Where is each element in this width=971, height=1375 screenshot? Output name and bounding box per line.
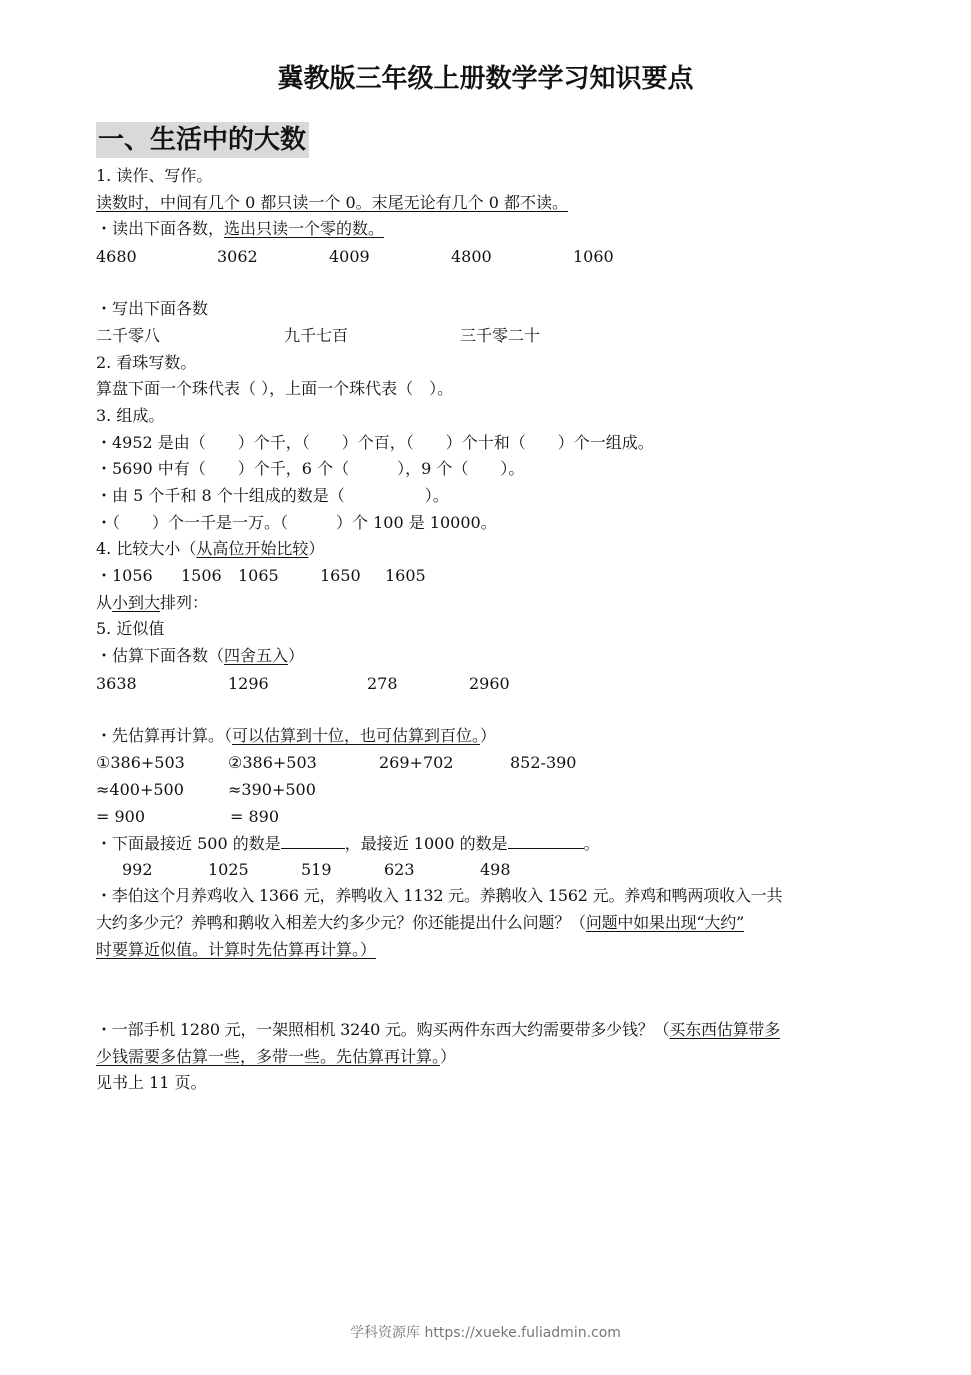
section-heading: 一、生活中的大数	[96, 122, 309, 158]
point-3-title: 3. 组成。	[96, 406, 165, 425]
title-emphasis: 从高位开始比较	[196, 539, 309, 558]
compare-number: 1065	[238, 566, 279, 585]
compare-number: 1650	[320, 566, 361, 585]
phone-problem-line	[96, 1019, 780, 1041]
title-text: 4. 比较大小（	[96, 539, 197, 558]
estimate-task	[96, 645, 304, 667]
number-item: 3062	[217, 247, 258, 266]
task-emphasis: 选出只读一个零的数。	[224, 219, 385, 238]
calc-task	[96, 725, 496, 747]
problem-text: 大约多少元？养鸭和鹅收入相差大约多少元？你还能提出什么问题？（	[96, 913, 586, 932]
textbook-reference: 见书上 11 页。	[96, 1073, 207, 1092]
number-item: 4009	[329, 247, 370, 266]
point-1-task	[96, 218, 384, 240]
point-4-title	[96, 538, 324, 560]
phone-problem-line	[96, 1046, 456, 1068]
task-text: ・读出下面各数，	[96, 219, 225, 238]
task-text: ）	[288, 646, 305, 665]
number-item: 1060	[573, 247, 614, 266]
composition-item: ・（ ）个一千是一万。（ ）个 100 是 10000。	[96, 513, 497, 532]
point-2-text: 算盘下面一个珠代表（ ），上面一个珠代表（ ）。	[96, 379, 454, 398]
question-text: 。	[583, 834, 600, 853]
calc-result: = 900	[96, 807, 146, 826]
estimate-number: 1296	[228, 674, 269, 693]
compare-number: 1605	[385, 566, 426, 585]
closest-question	[96, 832, 600, 855]
closest-number: 1025	[208, 860, 249, 879]
sort-emphasis: 小到大	[112, 593, 161, 612]
composition-item: ・5690 中有（ ）个千，6 个（ ），9 个（ ）。	[96, 459, 525, 478]
point-1-title: 1. 读作、写作。	[96, 166, 213, 185]
point-2-title: 2. 看珠写数。	[96, 353, 197, 372]
calc-result: = 890	[230, 807, 280, 826]
problem-text: ）	[440, 1047, 457, 1066]
composition-item: ・4952 是由（ ）个千，（ ）个百，（ ）个十和（ ）个一组成。	[96, 433, 654, 452]
sort-text: 排列：	[160, 593, 209, 612]
sort-instruction	[96, 592, 208, 614]
write-item: 三千零二十	[460, 326, 541, 345]
answer-blank[interactable]	[281, 832, 345, 849]
problem-note: 少钱需要多估算一些，多带一些。先估算再计算。	[96, 1047, 441, 1066]
problem-note: 问题中如果出现“大约”	[585, 913, 744, 932]
calc-expression: 269+702	[379, 753, 454, 772]
closest-number: 498	[480, 860, 511, 879]
write-item: 九千七百	[284, 326, 349, 345]
write-item: 二千零八	[96, 326, 161, 345]
calc-expression: 852-390	[510, 753, 577, 772]
estimate-number: 278	[367, 674, 398, 693]
compare-number: 1506	[181, 566, 222, 585]
footer-watermark: 学科资源库 https://xueke.fuliadmin.com	[350, 1325, 621, 1341]
word-problem-line: ・李伯这个月养鸡收入 1366 元，养鸭收入 1132 元。养鹅收入 1562 元。养鸡和鸭两项收入一共	[96, 886, 783, 905]
point-5-title: 5. 近似值	[96, 619, 165, 638]
estimate-number: 3638	[96, 674, 137, 693]
calc-expression: ②386+503	[228, 753, 317, 772]
closest-number: 992	[122, 860, 153, 879]
number-item: 4680	[96, 247, 137, 266]
task-text: ・先估算再计算。（	[96, 726, 233, 745]
write-task: ・写出下面各数	[96, 299, 209, 318]
question-text: ，最接近 1000 的数是	[344, 834, 508, 853]
word-problem-line	[96, 912, 744, 934]
task-emphasis: 四舍五入	[224, 646, 289, 665]
task-text: ）	[480, 726, 497, 745]
calc-approx: ≈400+500	[96, 780, 184, 799]
title-text: ）	[308, 539, 325, 558]
question-text: ・下面最接近 500 的数是	[96, 834, 281, 853]
problem-text: ・一部手机 1280 元，一架照相机 3240 元。购买两件东西大约需要带多少钱？（	[96, 1020, 670, 1039]
point-1-rule: 读数时，中间有几个 0 都只读一个 0。末尾无论有几个 0 都不读。	[96, 193, 568, 212]
document-title: 冀教版三年级上册数学学习知识要点	[277, 64, 694, 94]
word-problem-note: 时要算近似值。计算时先估算再计算。）	[96, 940, 377, 959]
closest-number: 623	[384, 860, 415, 879]
answer-blank[interactable]	[508, 832, 584, 849]
closest-number: 519	[301, 860, 332, 879]
compare-number: ・1056	[96, 566, 153, 585]
calc-expression: ①386+503	[96, 753, 185, 772]
task-text: ・估算下面各数（	[96, 646, 225, 665]
task-emphasis: 可以估算到十位，也可估算到百位。	[232, 726, 481, 745]
number-item: 4800	[451, 247, 492, 266]
calc-approx: ≈390+500	[228, 780, 316, 799]
problem-note: 买东西估算带多	[669, 1020, 780, 1039]
estimate-number: 2960	[469, 674, 510, 693]
composition-item: ・由 5 个千和 8 个十组成的数是（ ）。	[96, 486, 449, 505]
sort-text: 从	[96, 593, 113, 612]
